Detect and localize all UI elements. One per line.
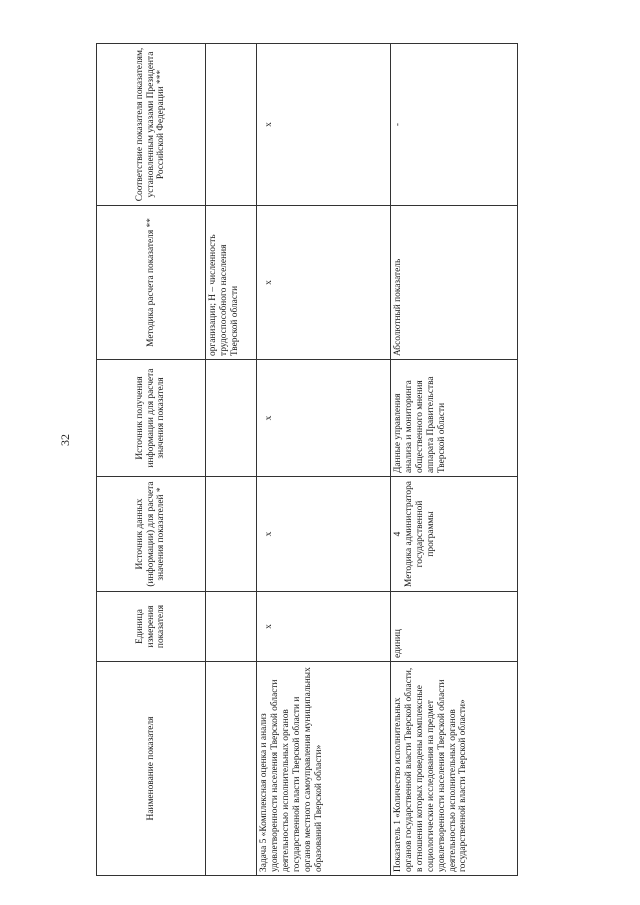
header-indicator-name: Наименование показателя bbox=[97, 662, 206, 876]
header-data-source: Источник данных (информации) для расчета значения показателей * bbox=[97, 477, 206, 592]
table-cell bbox=[391, 477, 518, 592]
table-row bbox=[257, 44, 391, 876]
table-row bbox=[391, 44, 518, 876]
indicators-table bbox=[96, 43, 518, 876]
table-cell: х bbox=[257, 44, 391, 206]
table-cell: х bbox=[257, 206, 391, 360]
table-cell bbox=[206, 44, 257, 206]
table-cell: организации; Н – численность трудоспособного населения Тверской области bbox=[206, 206, 257, 360]
table-cell: единиц bbox=[391, 592, 518, 662]
header-methodology: Методика расчета показателя ** bbox=[97, 206, 206, 360]
method-text: Методика администратора государственной программы bbox=[403, 481, 436, 587]
table-cell bbox=[206, 477, 257, 592]
header-unit: Единица измерения показателя bbox=[97, 592, 206, 662]
header-decree-compliance: Соответствие показателя показателям, установленным указами Президента Российской Федерации *** bbox=[97, 44, 206, 206]
table-cell: х bbox=[257, 360, 391, 477]
page-number: 32 bbox=[58, 434, 72, 446]
table-cell bbox=[206, 360, 257, 477]
header-info-source: Источник получения информации для расчета значения показателя bbox=[97, 360, 206, 477]
table-cell: Показатель 1 «Количество исполнительных органов государственной власти Тверской области, в отношении которых проведены комплексные социологические исследования на предмет удовлетворенности населения Тверской области деятельностью исполнительных органов государственной власти Тверской области» bbox=[391, 662, 518, 876]
table-cell: - bbox=[391, 44, 518, 206]
table-cell: х bbox=[257, 477, 391, 592]
table-cell bbox=[206, 592, 257, 662]
table-cell: Данные управления анализа и мониторинга общественного мнения аппарата Правительства Тверской области bbox=[391, 360, 518, 477]
table-cell: Абсолютный показатель bbox=[391, 206, 518, 360]
table-header-row bbox=[97, 44, 206, 876]
table-cell bbox=[206, 662, 257, 876]
method-number: 4 bbox=[393, 531, 403, 537]
table-cell: Задача 5 «Комплексная оценка и анализ удовлетворенности населения Тверской области деятельностью исполнительных органов государственной власти Тверской области и органов местного самоуправления муниципальных образований Тверской области» bbox=[257, 662, 391, 876]
table-row bbox=[206, 44, 257, 876]
table-cell: х bbox=[257, 592, 391, 662]
rotated-table-wrapper bbox=[96, 44, 510, 876]
